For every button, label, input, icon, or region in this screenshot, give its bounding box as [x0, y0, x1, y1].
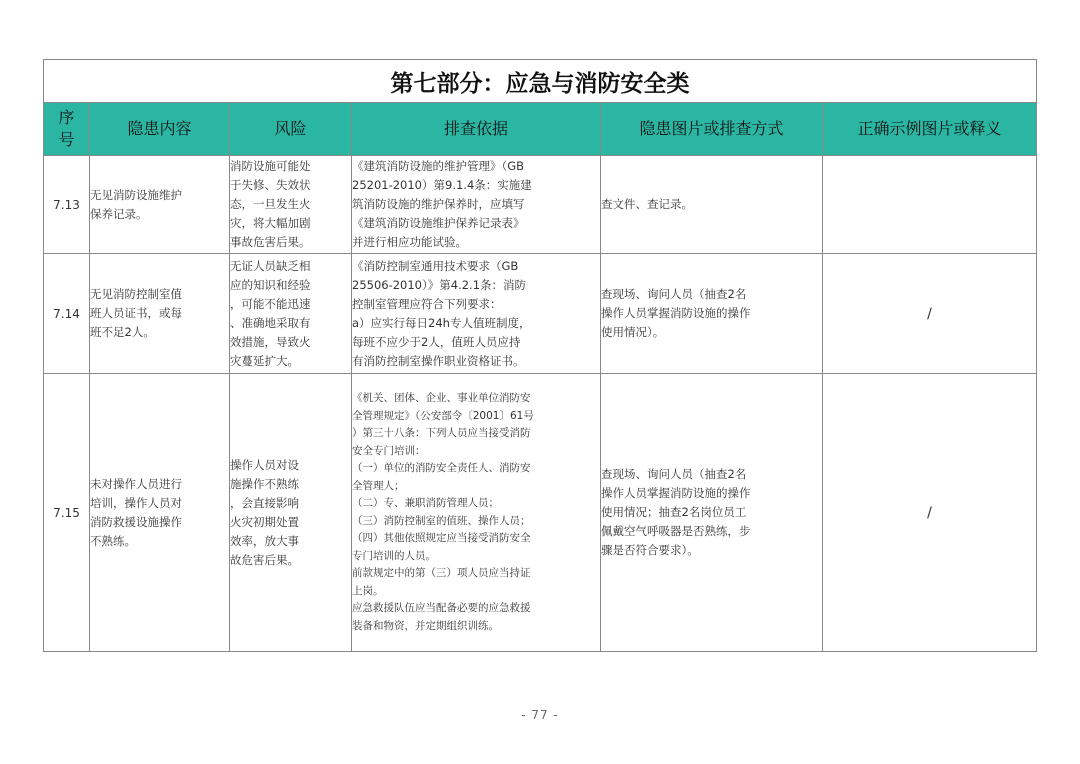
header-seq: 序 号 — [44, 103, 90, 156]
section-title: 第七部分：应急与消防安全类 — [44, 60, 1037, 103]
example-cell: / — [823, 254, 1037, 374]
hazard-table — [43, 59, 1037, 652]
example-cell: / — [823, 374, 1037, 652]
hazard-cell: 未对操作人员进行 培训，操作人员对 消防救援设施操作 不熟练。 — [90, 374, 230, 652]
method-cell: 查文件、查记录。 — [601, 156, 823, 254]
method-cell: 查现场、询问人员（抽查2名 操作人员掌握消防设施的操作 使用情况）。 — [601, 254, 823, 374]
row-number: 7.15 — [44, 374, 90, 652]
row-number: 7.13 — [44, 156, 90, 254]
risk-cell: 无证人员缺乏相 应的知识和经验 ，可能不能迅速 、准确地采取有 效措施，导致火 灾蔓延扩大。 — [230, 254, 352, 374]
header-risk: 风险 — [230, 103, 352, 156]
table-row — [44, 254, 1037, 374]
page-number: - 77 - — [521, 708, 559, 722]
header-basis: 排查依据 — [352, 103, 601, 156]
basis-cell: 《消防控制室通用技术要求（GB 25506-2010）》第4.2.1条：消防 控制室管理应符合下列要求： a）应实行每日24h专人值班制度， 每班不应少于2人，值班人员应持 有消防控制室操作职业资格证书。 — [352, 254, 601, 374]
table-row — [44, 374, 1037, 652]
hazard-cell: 无见消防设施维护 保养记录。 — [90, 156, 230, 254]
basis-cell: 《机关、团体、企业、事业单位消防安 全管理规定》（公安部令〔2001〕61号 ）第三十八条：下列人员应当接受消防 安全专门培训： （一）单位的消防安全责任人、消防安 全管理人； （二）专、兼职消防管理人员； （三）消防控制室的值班、操作人员； （四）其他依照规定应当接受消防安全 专门培训的人员。 前款规定中的第（三）项人员应当持证 上岗。 应急救援队伍应当配备必要的应急救援 装备和物资，并定期组织训练。 — [352, 374, 601, 652]
table-row — [44, 156, 1037, 254]
row-number: 7.14 — [44, 254, 90, 374]
basis-cell: 《建筑消防设施的维护管理》（GB 25201-2010）第9.1.4条：实施建 筑消防设施的维护保养时，应填写 《建筑消防设施维护保养记录表》 并进行相应功能试验。 — [352, 156, 601, 254]
hazard-cell: 无见消防控制室值 班人员证书，或每 班不足2人。 — [90, 254, 230, 374]
header-example: 正确示例图片或释义 — [823, 103, 1037, 156]
risk-cell: 消防设施可能处 于失修、失效状 态，一旦发生火 灾，将大幅加剧 事故危害后果。 — [230, 156, 352, 254]
header-method: 隐患图片或排查方式 — [601, 103, 823, 156]
example-cell — [823, 156, 1037, 254]
table-header-row — [44, 103, 1037, 156]
risk-cell: 操作人员对设 施操作不熟练 ，会直接影响 火灾初期处置 效率，放大事 故危害后果。 — [230, 374, 352, 652]
method-cell: 查现场、询问人员（抽查2名 操作人员掌握消防设施的操作 使用情况；抽查2名岗位员工 佩戴空气呼吸器是否熟练，步 骤是否符合要求）。 — [601, 374, 823, 652]
header-hazard: 隐患内容 — [90, 103, 230, 156]
